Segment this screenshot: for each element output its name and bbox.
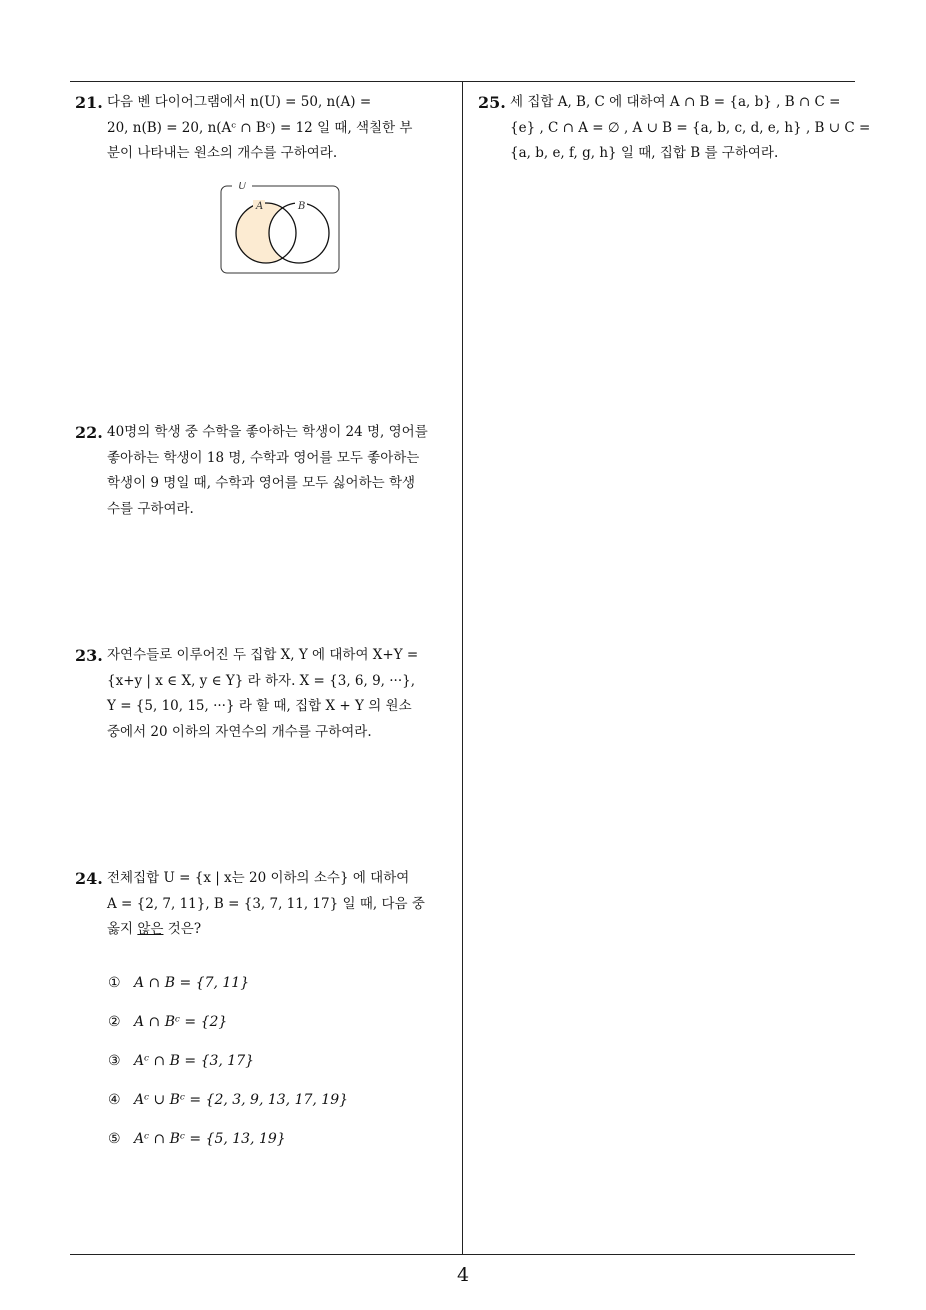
bottom-rule [70, 1254, 855, 1255]
column-divider [462, 81, 463, 1255]
page-number: 4 [456, 1264, 470, 1286]
question-line: {e} , C ∩ A = ∅ , A ∪ B = {a, b, c, d, e, h} , B ∪ C = [510, 119, 871, 136]
question-text [107, 643, 455, 745]
choice-1[interactable] [108, 968, 348, 1007]
choice-text: A ∩ Bᶜ = {2} [134, 1014, 228, 1030]
question-text [107, 866, 455, 943]
question-text [510, 90, 871, 167]
question-line: 중에서 20 이하의 자연수의 개수를 구하여라. [107, 723, 372, 740]
question-line: 분이 나타내는 원소의 개수를 구하여라. [107, 145, 338, 161]
question-number: 24. [75, 869, 103, 888]
question-21 [75, 90, 455, 167]
question-text-fragment: 것은? [163, 921, 202, 937]
question-line: 40명의 학생 중 수학을 좋아하는 학생이 24 명, 영어를 [107, 424, 428, 440]
question-number: 22. [75, 423, 103, 442]
question-line: 좋아하는 학생이 18 명, 수학과 영어를 모두 좋아하는 [107, 449, 420, 466]
question-number: 25. [478, 93, 506, 112]
underlined-word: 않은 [137, 921, 164, 937]
choice-2[interactable] [108, 1007, 348, 1046]
answer-choices [108, 968, 348, 1163]
question-25 [478, 90, 871, 167]
question-line: {x+y | x ∈ X, y ∈ Y} 라 하자. X = {3, 6, 9, ···}, [107, 672, 416, 689]
question-line: 전체집합 U = {x | x는 20 이하의 소수} 에 대하여 [107, 870, 410, 886]
choice-text: Aᶜ ∪ Bᶜ = {2, 3, 9, 13, 17, 19} [134, 1092, 349, 1108]
choice-text: Aᶜ ∩ Bᶜ = {5, 13, 19} [134, 1131, 286, 1147]
choice-4[interactable] [108, 1085, 348, 1124]
question-line: {a, b, e, f, g, h} 일 때, 집합 B 를 구하여라. [510, 145, 779, 161]
set-a-label: A [256, 201, 264, 212]
set-b-label: B [298, 201, 306, 212]
question-text [107, 420, 455, 522]
choice-text: Aᶜ ∩ B = {3, 17} [134, 1053, 255, 1069]
choice-text: A ∩ B = {7, 11} [134, 975, 250, 991]
question-line: 자연수들로 이루어진 두 집합 X, Y 에 대하여 X+Y = [107, 647, 419, 663]
choice-marker: ① [108, 975, 121, 991]
venn-diagram [220, 182, 342, 276]
question-line [107, 917, 455, 943]
question-line: 수를 구하여라. [107, 500, 194, 517]
question-line: Y = {5, 10, 15, ···} 라 할 때, 집합 X + Y 의 원소 [107, 698, 412, 714]
choice-marker: ② [108, 1014, 121, 1030]
choice-3[interactable] [108, 1046, 348, 1085]
choice-marker: ⑤ [108, 1131, 121, 1147]
question-23 [75, 643, 455, 745]
question-line: 학생이 9 명일 때, 수학과 영어를 모두 싫어하는 학생 [107, 475, 416, 491]
question-24 [75, 866, 455, 943]
question-number: 21. [75, 93, 103, 112]
question-number: 23. [75, 646, 103, 665]
question-line: 세 집합 A, B, C 에 대하여 A ∩ B = {a, b} , B ∩ C = [510, 94, 841, 110]
question-line: 다음 벤 다이어그램에서 n(U) = 50, n(A) = [107, 94, 372, 110]
question-text [107, 90, 455, 167]
universe-label: U [238, 182, 247, 192]
choice-marker: ③ [108, 1053, 121, 1069]
question-line: A = {2, 7, 11}, B = {3, 7, 11, 17} 일 때, 다음 중 [107, 895, 425, 912]
question-text-fragment: 옳지 [107, 921, 138, 937]
question-22 [75, 420, 455, 522]
question-line: 20, n(B) = 20, n(Aᶜ ∩ Bᶜ) = 12 일 때, 색칠한 부 [107, 119, 413, 136]
choice-marker: ④ [108, 1092, 121, 1108]
choice-5[interactable] [108, 1124, 348, 1163]
